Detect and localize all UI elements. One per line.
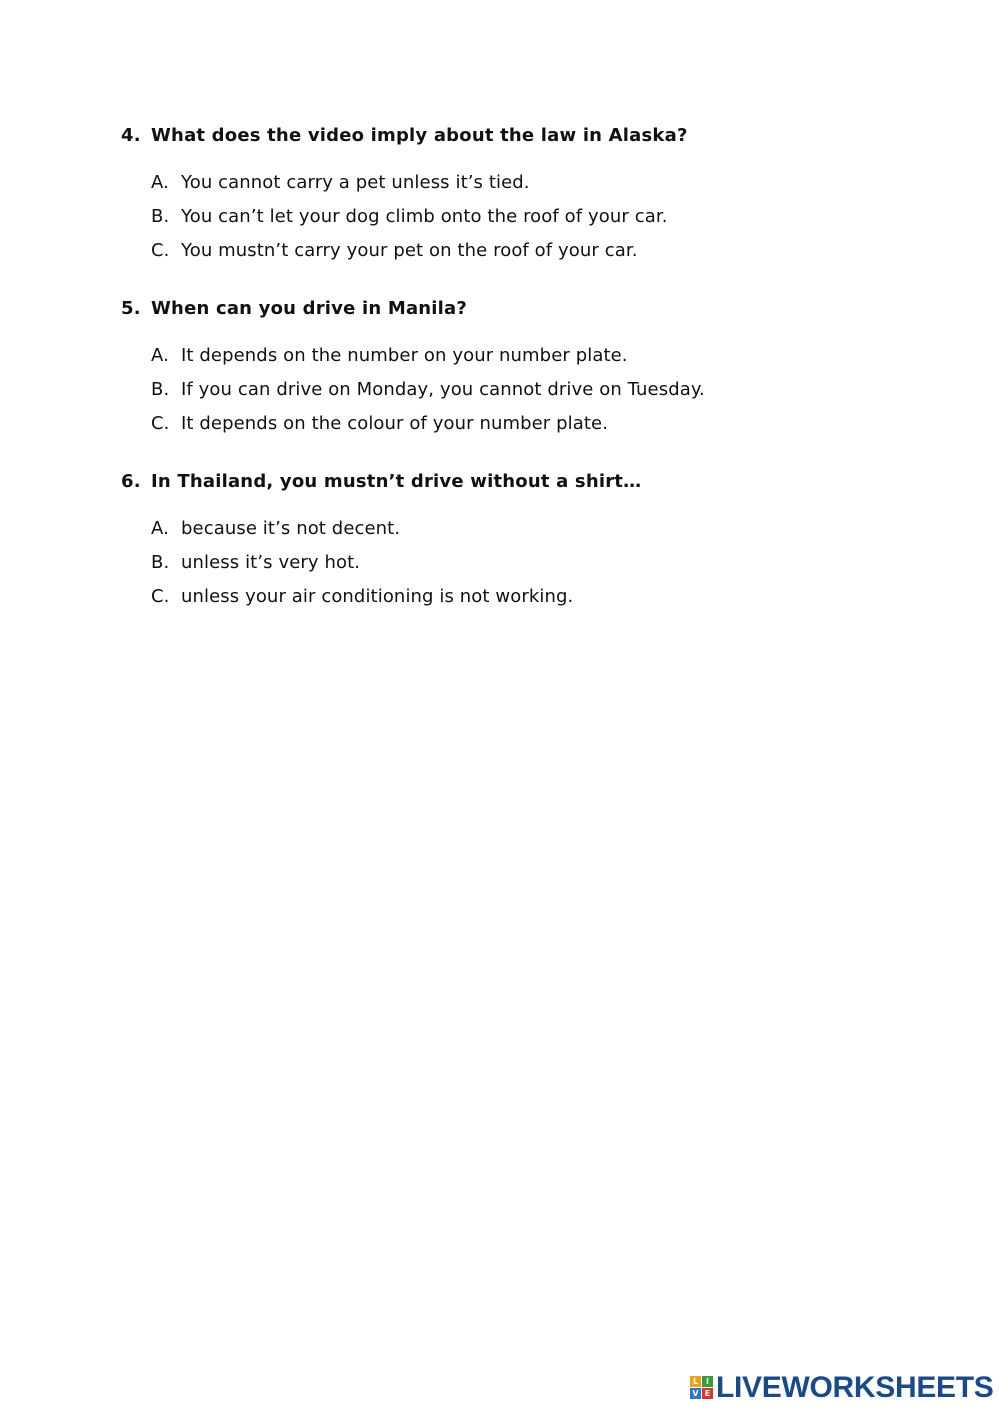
option-text: If you can drive on Monday, you cannot drive on Tuesday.	[181, 379, 705, 400]
question-5	[121, 297, 921, 446]
option-c[interactable]	[151, 412, 921, 446]
option-letter: C.	[151, 586, 170, 607]
option-b[interactable]	[151, 551, 921, 585]
liveworksheets-logo[interactable]	[690, 1372, 994, 1404]
option-text: unless it’s very hot.	[181, 552, 361, 573]
question-title	[121, 124, 921, 148]
option-letter: C.	[151, 413, 170, 434]
logo-tile-i: I	[702, 1376, 713, 1387]
answer-options	[151, 344, 921, 446]
question-number: 4.	[121, 125, 141, 146]
question-6	[121, 470, 921, 619]
question-title	[121, 470, 921, 494]
option-text: It depends on the number on your number plate.	[181, 345, 628, 366]
option-letter: B.	[151, 552, 170, 573]
option-c[interactable]	[151, 585, 921, 619]
option-text: unless your air conditioning is not working.	[181, 586, 574, 607]
question-text: What does the video imply about the law in Alaska?	[151, 125, 688, 146]
option-a[interactable]	[151, 517, 921, 551]
question-text: In Thailand, you mustn’t drive without a shirt…	[151, 471, 642, 492]
option-a[interactable]	[151, 344, 921, 378]
option-text: because it’s not decent.	[181, 518, 401, 539]
option-letter: B.	[151, 206, 170, 227]
option-letter: A.	[151, 345, 169, 366]
logo-tile-v: V	[690, 1388, 701, 1399]
option-text: You cannot carry a pet unless it’s tied.	[181, 172, 530, 193]
question-number: 6.	[121, 471, 141, 492]
option-text: You can’t let your dog climb onto the roof of your car.	[181, 206, 668, 227]
option-a[interactable]	[151, 171, 921, 205]
option-b[interactable]	[151, 378, 921, 412]
option-b[interactable]	[151, 205, 921, 239]
option-letter: A.	[151, 518, 169, 539]
option-text: It depends on the colour of your number plate.	[181, 413, 609, 434]
option-text: You mustn’t carry your pet on the roof of your car.	[181, 240, 638, 261]
logo-text: LIVEWORKSHEETS	[716, 1371, 994, 1404]
question-text: When can you drive in Manila?	[151, 298, 468, 319]
option-letter: B.	[151, 379, 170, 400]
answer-options	[151, 171, 921, 273]
option-letter: C.	[151, 240, 170, 261]
question-4	[121, 124, 921, 273]
question-number: 5.	[121, 298, 141, 319]
answer-options	[151, 517, 921, 619]
logo-tile-l: L	[690, 1376, 701, 1387]
option-c[interactable]	[151, 239, 921, 273]
logo-mark-icon	[690, 1376, 714, 1400]
question-title	[121, 297, 921, 321]
logo-tile-e: E	[702, 1388, 713, 1399]
option-letter: A.	[151, 172, 169, 193]
